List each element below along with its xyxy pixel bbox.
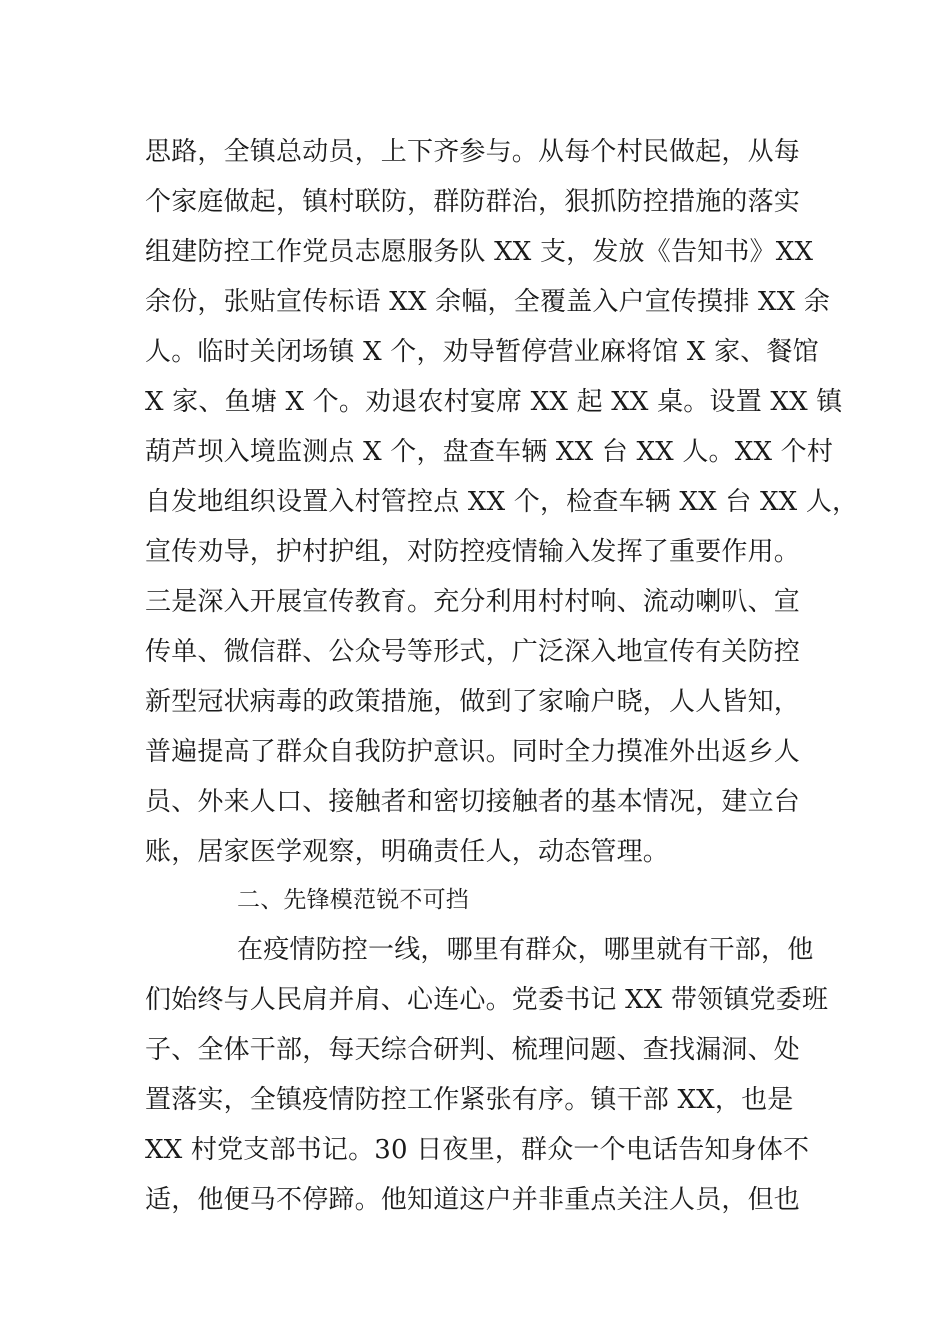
body-text-line: 组建防控工作党员志愿服务队 XX 支，发放《告知书》XX xyxy=(145,237,814,267)
body-text-line: 自发地组织设置入村管控点 XX 个，检查车辆 XX 台 XX 人， xyxy=(145,487,859,517)
body-text-line: 传单、微信群、公众号等形式，广泛深入地宣传有关防控 xyxy=(145,637,801,667)
body-text-line: X 家、鱼塘 X 个。劝退农村宴席 XX 起 XX 桌。设置 XX 镇 xyxy=(145,387,843,417)
body-text-line: 置落实，全镇疫情防控工作紧张有序。镇干部 XX，也是 xyxy=(145,1085,794,1115)
body-text-line: 普遍提高了群众自我防护意识。同时全力摸准外出返乡人 xyxy=(145,737,801,767)
body-text-line: 思路，全镇总动员，上下齐参与。从每个村民做起，从每 xyxy=(145,137,801,167)
body-text-line: 适，他便马不停蹄。他知道这户并非重点关注人员，但也 xyxy=(145,1185,801,1215)
body-text-line: 新型冠状病毒的政策措施，做到了家喻户晓，人人皆知， xyxy=(145,687,801,717)
body-text-line: 余份，张贴宣传标语 XX 余幅，全覆盖入户宣传摸排 XX 余 xyxy=(145,287,831,317)
body-text-line: 账，居家医学观察，明确责任人，动态管理。 xyxy=(145,837,670,867)
body-text-line: 葫芦坝入境监测点 X 个，盘查车辆 XX 台 XX 人。XX 个村 xyxy=(145,437,834,467)
body-text-line: 宣传劝导，护村护组，对防控疫情输入发挥了重要作用。 xyxy=(145,537,801,567)
body-text-line: 人。临时关闭场镇 X 个，劝导暂停营业麻将馆 X 家、餐馆 xyxy=(145,337,819,367)
body-text-line: 员、外来人口、接触者和密切接触者的基本情况，建立台 xyxy=(145,787,801,817)
body-text-line: 三是深入开展宣传教育。充分利用村村响、流动喇叭、宣 xyxy=(145,587,801,617)
body-text-line: 子、全体干部，每天综合研判、梳理问题、查找漏洞、处 xyxy=(145,1035,801,1065)
body-text-line: 在疫情防控一线，哪里有群众，哪里就有干部，他 xyxy=(237,935,814,965)
body-text-line: XX 村党支部书记。30 日夜里，群众一个电话告知身体不 xyxy=(145,1135,810,1165)
body-text-line: 们始终与人民肩并肩、心连心。党委书记 XX 带领镇党委班 xyxy=(145,985,829,1015)
body-text-line: 个家庭做起，镇村联防，群防群治，狠抓防控措施的落实 xyxy=(145,187,801,217)
section-heading: 二、先锋模范锐不可挡 xyxy=(237,887,469,913)
